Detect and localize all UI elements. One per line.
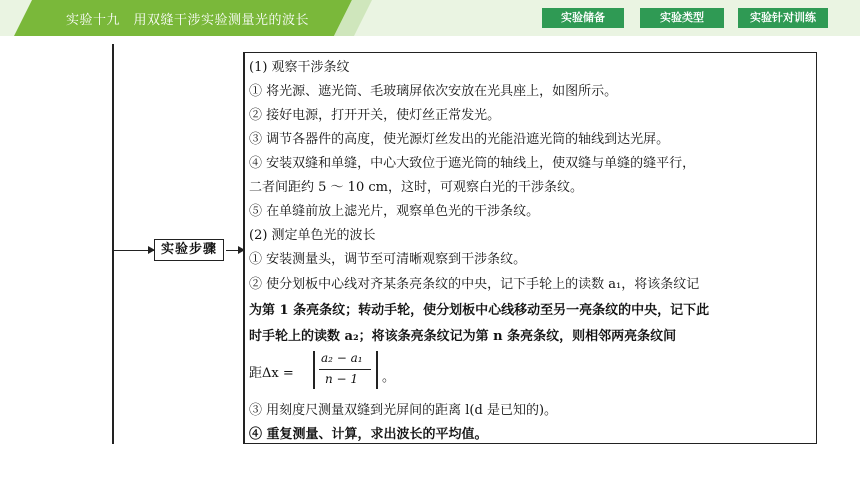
step-line: ③ 用刻度尺测量双缝到光屏间的距离 l(d 是已知的)。 <box>249 403 558 418</box>
step-line: 时手轮上的读数 a₂；将该条亮条纹记为第 n 条亮条纹，则相邻两亮条纹间 <box>249 329 677 344</box>
formula-numerator: a₂ − a₁ <box>321 351 363 365</box>
step-line: ① 安装测量头，调节至可清晰观察到干涉条纹。 <box>249 252 527 267</box>
fringe-spacing-formula <box>249 349 449 391</box>
step-line: 二者间距约 5 ～ 10 cm，这时，可观察白光的干涉条纹。 <box>249 180 583 195</box>
arrow-to-step-box <box>114 250 154 251</box>
step-line: ① 将光源、遮光筒、毛玻璃屏依次安放在光具座上，如图所示。 <box>249 84 618 99</box>
formula-denominator: n − 1 <box>325 372 359 386</box>
step-line: 为第 1 条亮条纹；转动手轮，使分划板中心线移动至另一亮条纹的中央，记下此 <box>249 303 710 318</box>
formula-suffix: 。 <box>382 370 396 385</box>
tab-preparation[interactable]: 实验储备 <box>542 8 624 28</box>
step-line: ② 接好电源，打开开关，使灯丝正常发光。 <box>249 108 501 123</box>
tab-types[interactable]: 实验类型 <box>640 8 724 28</box>
step-line: ④ 安装双缝和单缝，中心大致位于遮光筒的轴线上，使双缝与单缝的缝平行， <box>249 156 696 171</box>
step-line: ② 使分划板中心线对齐某条亮条纹的中央，记下手轮上的读数 a₁，将该条纹记 <box>249 277 700 292</box>
step-line: ③ 调节各器件的高度，使光源灯丝发出的光能沿遮光筒的轴线到达光屏。 <box>249 132 670 147</box>
abs-bar-left <box>313 351 315 389</box>
lesson-title: 实验十九 用双缝干涉实验测量光的波长 <box>66 13 310 28</box>
abs-bar-right <box>376 351 378 389</box>
formula-prefix: 距Δx = <box>249 366 294 381</box>
section-heading-measure: (2) 测定单色光的波长 <box>249 228 376 243</box>
step-label-box: 实验步骤 <box>154 239 224 261</box>
steps-content-box <box>245 52 817 444</box>
fraction-bar <box>319 369 371 370</box>
tab-training[interactable]: 实验针对训练 <box>738 8 828 28</box>
arrow-to-content <box>226 250 244 251</box>
tree-trunk-line <box>112 44 114 444</box>
section-heading-observe: (1) 观察干涉条纹 <box>249 60 350 75</box>
step-line: ⑤ 在单缝前放上滤光片，观察单色光的干涉条纹。 <box>249 204 540 219</box>
step-line: ④ 重复测量、计算，求出波长的平均值。 <box>249 427 488 442</box>
